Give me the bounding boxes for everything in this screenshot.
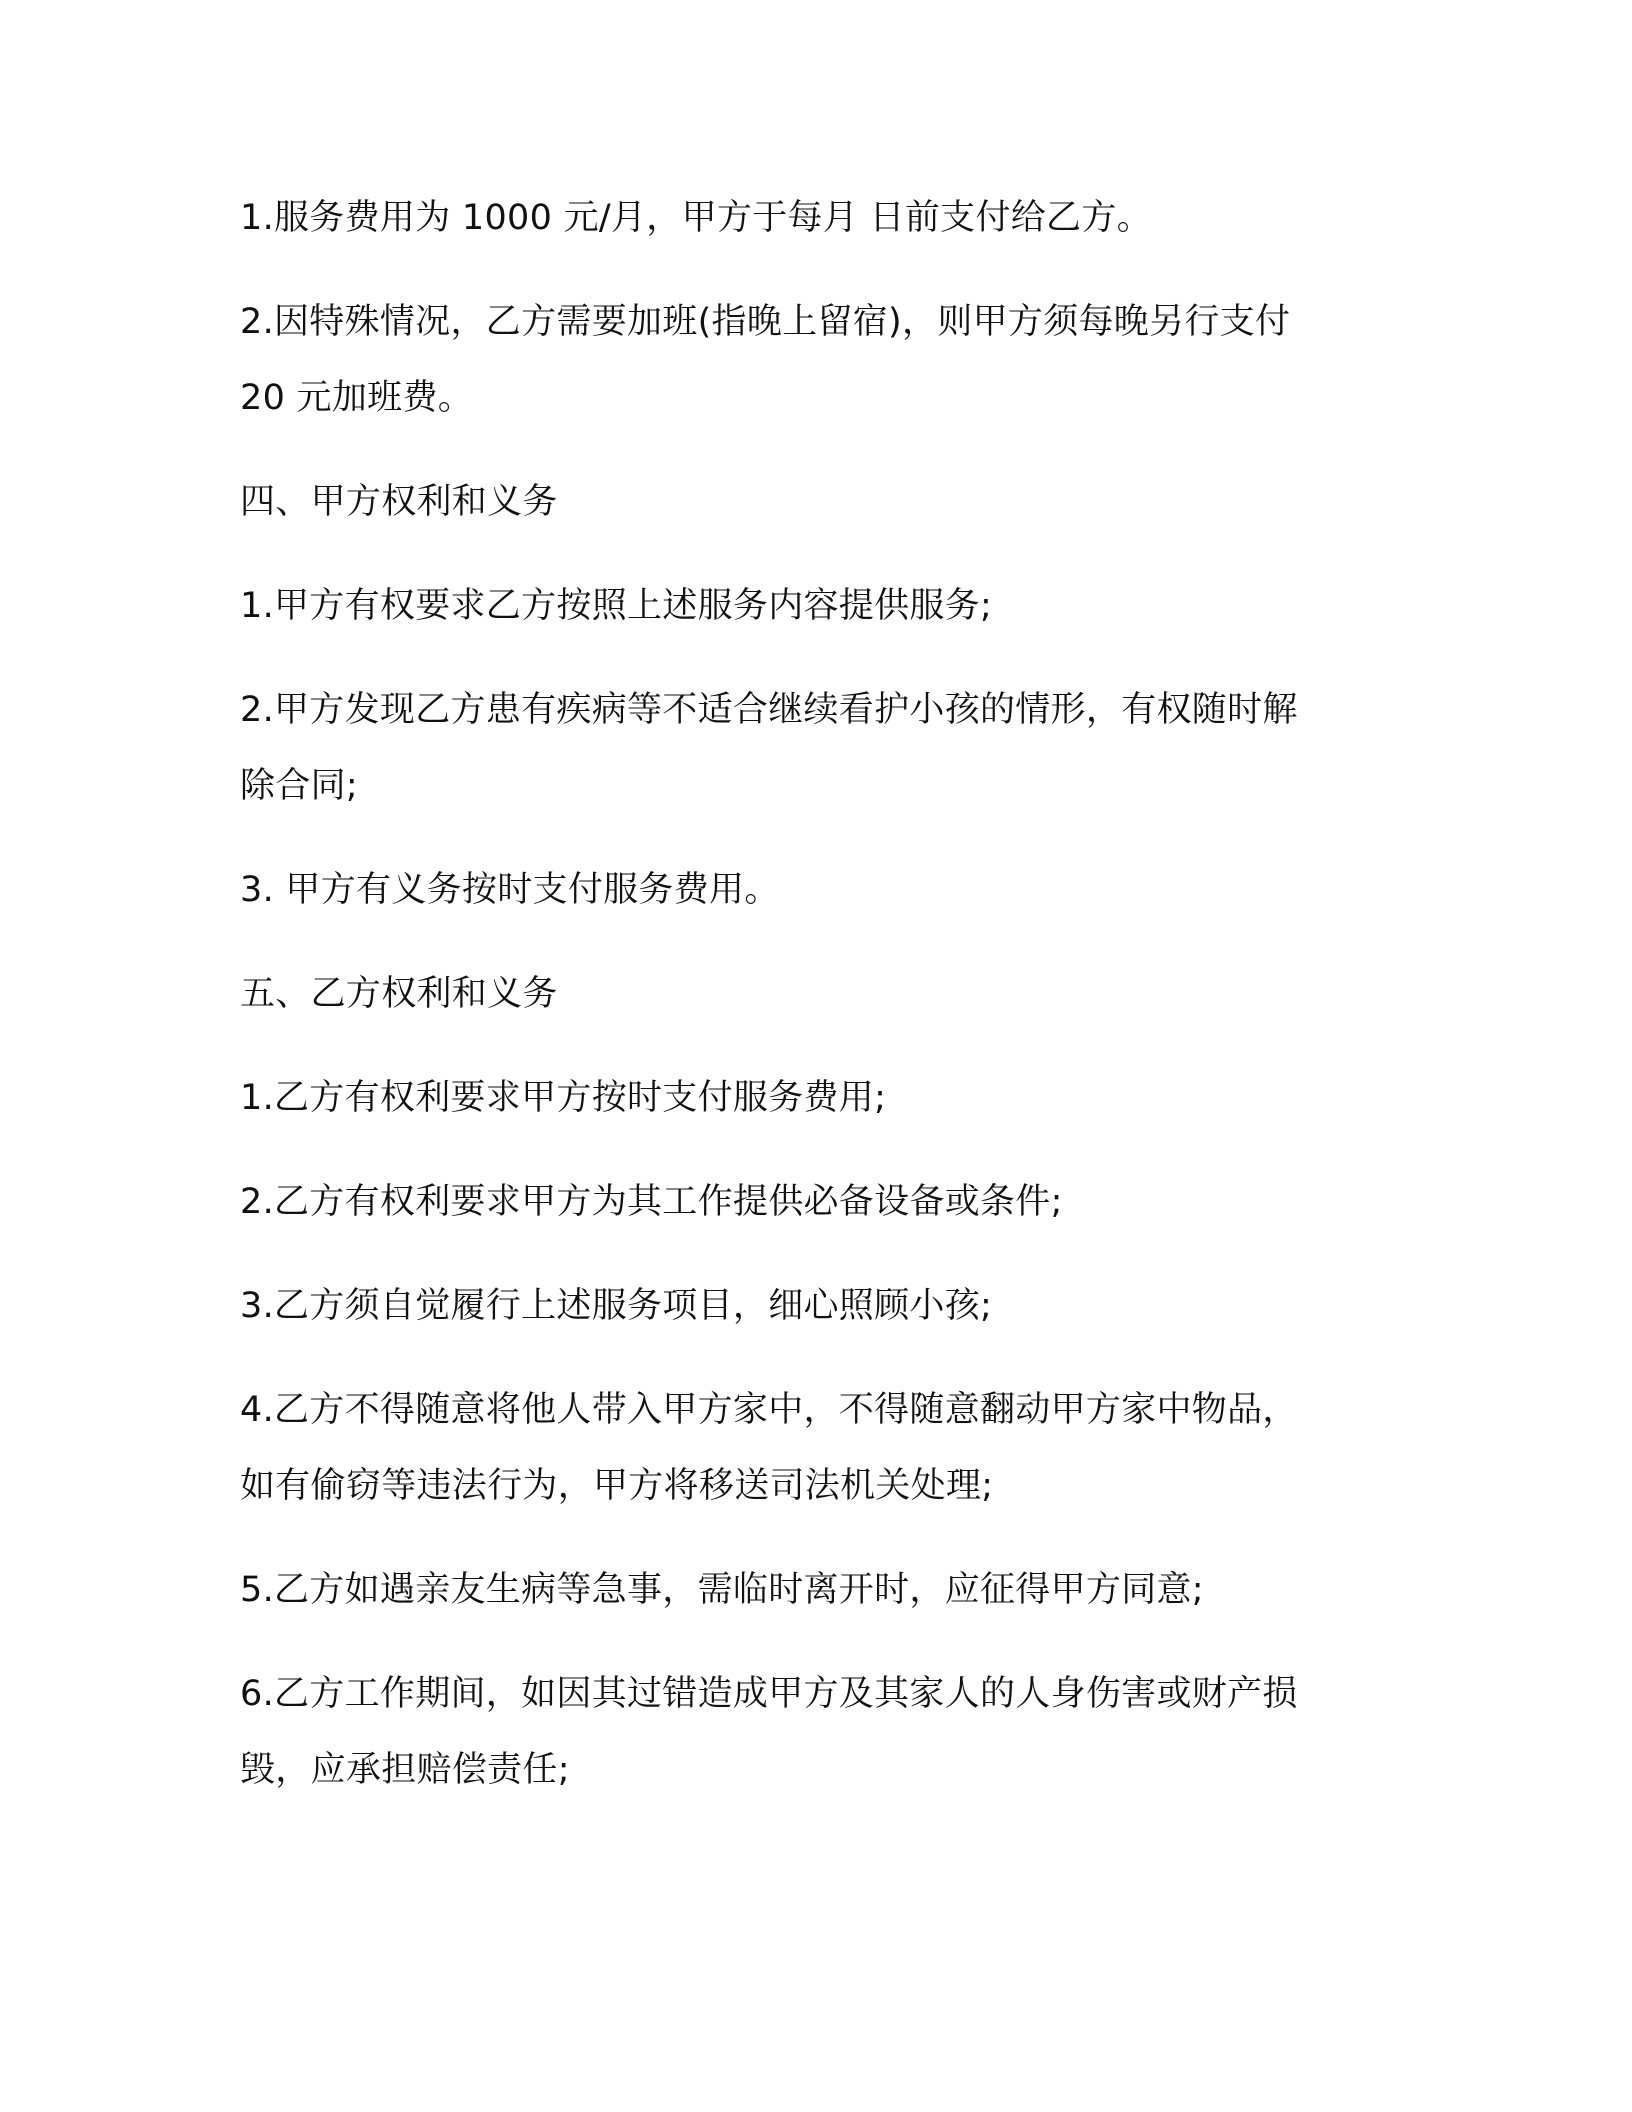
clause-5-4-line-1: 4.乙方不得随意将他人带入甲方家中，不得随意翻动甲方家中物品， <box>240 1390 1298 1430</box>
section-heading-party-b: 五、乙方权利和义务 <box>240 974 558 1014</box>
clause-5-3-line: 3.乙方须自觉履行上述服务项目，细心照顾小孩; <box>240 1286 993 1326</box>
clause-5-2-line: 2.乙方有权利要求甲方为其工作提供必备设备或条件; <box>240 1182 1063 1222</box>
clause-3-1-fee-line: 1.服务费用为 1000 元/月，甲方于每月 日前支付给乙方。 <box>240 198 1152 238</box>
clause-5-6-line-2: 毁，应承担赔偿责任; <box>240 1750 570 1790</box>
clause-5-4-line-2: 如有偷窃等违法行为，甲方将移送司法机关处理; <box>240 1466 994 1506</box>
clause-4-2-line-2: 除合同; <box>240 766 358 806</box>
clause-5-5-line: 5.乙方如遇亲友生病等急事，需临时离开时，应征得甲方同意; <box>240 1570 1204 1610</box>
clause-4-1-line: 1.甲方有权要求乙方按照上述服务内容提供服务; <box>240 586 993 626</box>
clause-4-3-line: 3. 甲方有义务按时支付服务费用。 <box>240 870 780 910</box>
clause-3-2-overtime-line-1: 2.因特殊情况，乙方需要加班(指晚上留宿)，则甲方须每晚另行支付 <box>240 302 1291 342</box>
clause-5-1-line: 1.乙方有权利要求甲方按时支付服务费用; <box>240 1078 887 1118</box>
clause-3-2-overtime-line-2: 20 元加班费。 <box>240 378 474 418</box>
clause-5-6-line-1: 6.乙方工作期间，如因其过错造成甲方及其家人的人身伤害或财产损 <box>240 1674 1298 1714</box>
clause-4-2-line-1: 2.甲方发现乙方患有疾病等不适合继续看护小孩的情形，有权随时解 <box>240 690 1298 730</box>
section-heading-party-a: 四、甲方权利和义务 <box>240 482 558 522</box>
